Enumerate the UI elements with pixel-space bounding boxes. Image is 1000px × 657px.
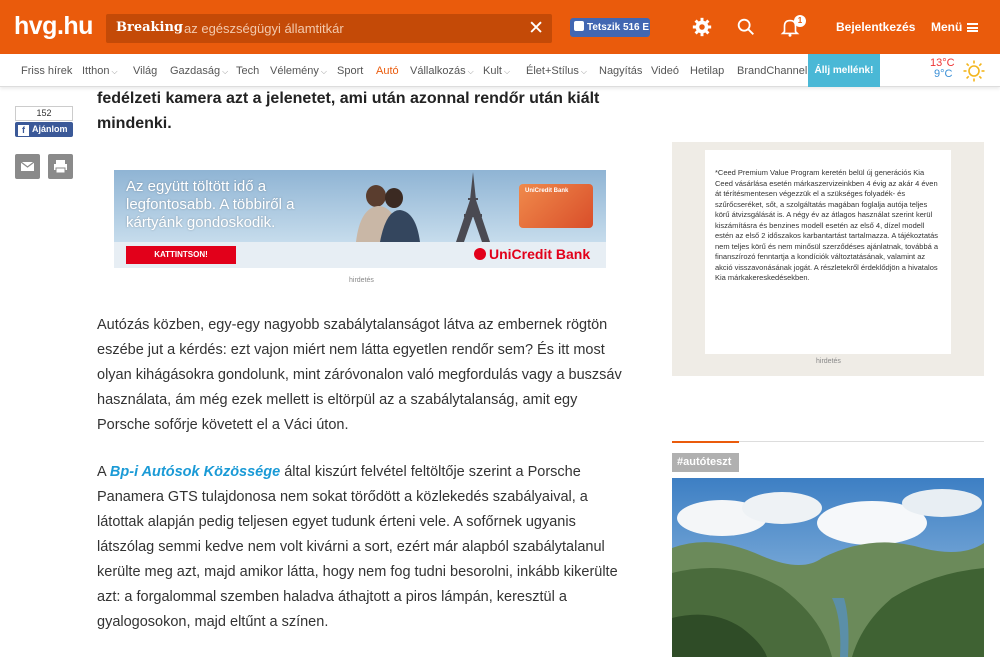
facebook-icon: f xyxy=(18,125,29,136)
unicredit-logo xyxy=(474,246,590,262)
nav-item-hetilap[interactable]: Hetilap xyxy=(690,65,725,77)
paragraph-text: A xyxy=(97,464,110,480)
support-us-button[interactable]: Állj mellénk! xyxy=(808,54,880,87)
nav-item-kult[interactable] xyxy=(483,65,510,77)
ad-label: hirdetés xyxy=(349,277,374,284)
kia-ad[interactable] xyxy=(672,142,984,376)
nav-item-brandchannel[interactable]: BrandChannel xyxy=(737,65,808,77)
share-count: 152 xyxy=(15,106,73,121)
chevron-down-icon: ⌵ xyxy=(320,67,327,76)
top-bar xyxy=(0,0,1000,54)
notification-badge: 1 xyxy=(794,15,806,27)
landscape-photo[interactable] xyxy=(672,478,984,657)
email-share-button[interactable] xyxy=(15,154,40,179)
section-divider-accent xyxy=(672,441,739,443)
autoteszt-tag[interactable]: #autóteszt xyxy=(672,453,739,472)
temp-low: 9°C xyxy=(934,68,953,80)
breaking-headline[interactable]: az egészségügyi államtitkár xyxy=(184,21,344,36)
nav-item-label: Vállalkozás xyxy=(410,65,466,77)
nav-item-video[interactable]: Videó xyxy=(651,65,679,77)
thumbs-up-icon xyxy=(574,21,584,31)
source-link[interactable]: Bp-i Autósok Közössége xyxy=(109,464,281,480)
site-logo[interactable]: hvg.hu xyxy=(14,12,93,40)
nav-item-tech[interactable]: Tech xyxy=(236,65,260,77)
temp-high: 13°C xyxy=(930,57,955,69)
couple-image xyxy=(346,176,426,242)
share-label: Ajánlom xyxy=(32,124,68,134)
menu-button[interactable] xyxy=(931,20,978,34)
hamburger-icon xyxy=(967,23,978,32)
close-icon[interactable]: ✕ xyxy=(528,18,544,39)
login-link[interactable]: Bejelentkezés xyxy=(836,20,916,34)
nav-item-velemeny[interactable] xyxy=(270,65,327,77)
article-paragraph xyxy=(97,460,625,635)
chevron-down-icon: ⌵ xyxy=(503,67,511,76)
unicredit-ad-banner[interactable] xyxy=(114,170,606,268)
nav-item-sport[interactable]: Sport xyxy=(337,65,364,77)
card-logo: UniCredit Bank xyxy=(525,188,569,194)
ad-cta-button[interactable]: KATTINTSON! xyxy=(126,246,236,264)
facebook-like-button[interactable] xyxy=(570,18,650,37)
weather-widget[interactable] xyxy=(930,58,955,80)
chevron-down-icon: ⌵ xyxy=(467,67,474,76)
nav-item-elet-stilus[interactable] xyxy=(526,65,587,77)
nav-item-auto[interactable]: Autó xyxy=(376,65,399,77)
section-nav xyxy=(0,54,1000,87)
article-paragraph: Autózás közben, egy-egy nagyobb szabálytalanságot látva az embernek rögtön eszébe jut a kérdés: ezt vajon miért nem látta egyetlen rendőr sem? És itt most olyan kihágásokra gondolunk, mint záróvonalon való megfordulás vagy a buszsáv használata, ám még ezek mellett is eltörpül az a szabálytalanság, amit egy Porsche sofőrje követett el a Váci úton. xyxy=(97,317,622,433)
envelope-icon xyxy=(15,154,40,179)
nav-item-label: Gazdaság xyxy=(170,65,221,77)
nav-item-label: Itthon xyxy=(82,65,110,77)
ad-label: hirdetés xyxy=(816,358,841,365)
nav-item-vilag[interactable]: Világ xyxy=(133,65,158,77)
print-button[interactable] xyxy=(48,154,73,179)
breaking-news-bar[interactable] xyxy=(106,14,552,43)
bank-name: UniCredit Bank xyxy=(489,246,591,262)
article-lead: fedélzeti kamera azt a jelenetet, ami után azonnal rendőr után kiált mindenki. xyxy=(97,90,600,132)
chevron-down-icon: ⌵ xyxy=(580,67,587,76)
gear-icon[interactable] xyxy=(691,16,713,38)
eiffel-tower-image xyxy=(440,170,506,242)
sun-icon xyxy=(963,60,985,82)
nav-item-itthon[interactable] xyxy=(82,65,118,77)
nav-item-gazdasag[interactable] xyxy=(170,65,228,77)
nav-item-label: Élet+Stílus xyxy=(526,65,579,77)
search-icon[interactable] xyxy=(735,16,757,38)
chevron-down-icon: ⌵ xyxy=(111,67,118,76)
nav-item-vallalkozas[interactable] xyxy=(410,65,474,77)
menu-label: Menü xyxy=(931,20,963,34)
printer-icon xyxy=(48,154,73,179)
breaking-label: Breaking xyxy=(116,20,184,35)
chevron-down-icon: ⌵ xyxy=(222,67,229,76)
facebook-share-button[interactable] xyxy=(15,122,73,137)
credit-card-image xyxy=(519,184,593,228)
nav-item-label: Vélemény xyxy=(270,65,319,77)
paragraph-text: által kiszúrt felvétel feltöltője szerint a Porsche Panamera GTS tulajdonosa nem sokat törődött a közlekedés szabályaival, a látottak alapján pedig teljesen egyet tudunk érteni vele. A sofőrnek ugyanis látszólag semmi kedve nem volt kivárni a sort, ezért már alapból szabálytalanul kerülte meg azt, majd amikor látta, hogy nem fog tudni besorolni, inkább kikerülte azt: a forgalommal szemben haladva áthajtott a piros lámpán, keresztül a gyalogosokon, majd eltűnt a színen. xyxy=(97,464,618,630)
facebook-like-label: Tetszik 516 E xyxy=(587,22,650,33)
nav-item-friss-hirek[interactable]: Friss hírek xyxy=(21,65,73,77)
ad-headline: Az együtt töltött idő a legfontosabb. A többiről a kártyánk gondoskodik. xyxy=(126,178,295,231)
nav-item-nagyitas[interactable]: Nagyítás xyxy=(599,65,643,77)
nav-item-label: Kult xyxy=(483,65,502,77)
kia-ad-text: *Ceed Premium Value Program keretén belül új generációs Kia Ceed vásárlása esetén márkaszervizeinkben 4 évig az akár 4 éven át térítésmentesen végezzük el a szükséges folyadék- és szűrőcseréket, sőt, a szolgáltatás magában foglalja autója teljes körű átvizsgálását is. A négy év az átlagos használat szerint kerül kiszámításra és benzines modell esetén az első 4, dízel modell estén az első 2 időszakos karbantartást tartalmazza. A tájékoztatás nem teljes körű és nem minősül szerződéses ajánlatnak, továbbá a finanszírozó fenntartja a kondíciók változtatásának, valamint az akció visszavonásának jogát. A részletekről érdeklődjön a hivatalos Kia márkakereskedésekben. xyxy=(705,150,951,354)
unicredit-mark-icon xyxy=(474,248,486,260)
